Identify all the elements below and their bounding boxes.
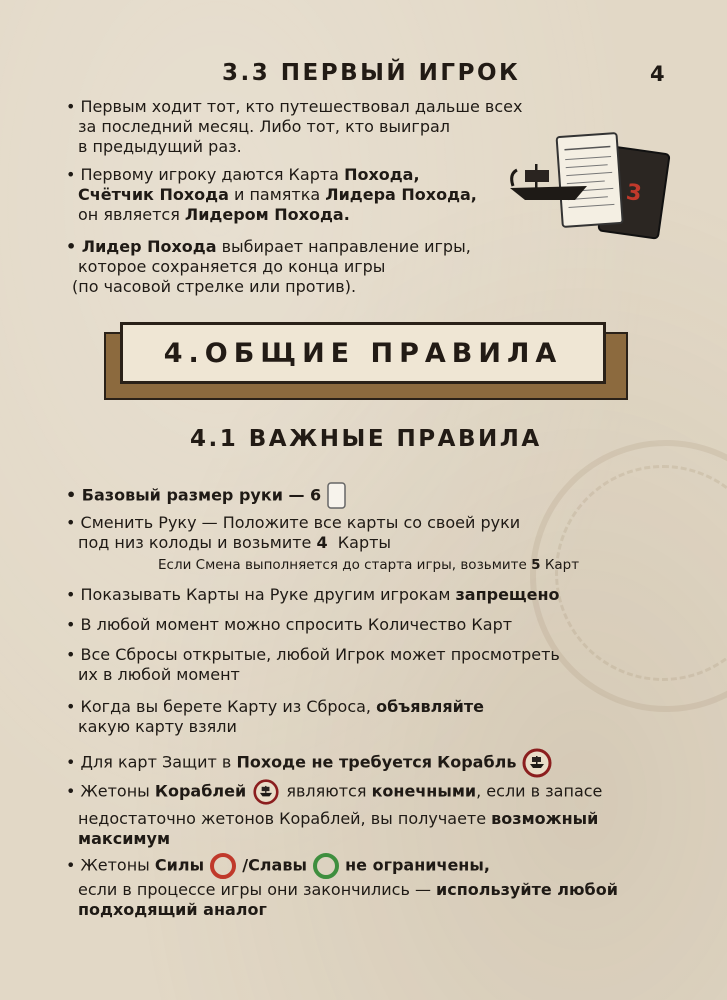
line: в предыдущий раз. — [78, 137, 242, 156]
line — [66, 205, 477, 225]
text: он является — [78, 205, 185, 224]
rule-announce-discard — [66, 697, 484, 737]
text: • Показывать Карты на Руке другим игрокам — [66, 585, 456, 604]
line — [66, 852, 618, 880]
line — [66, 185, 477, 205]
bold-text: 5 — [531, 557, 541, 573]
line — [66, 809, 602, 829]
card-icon — [326, 481, 348, 511]
text: , если в запасе — [476, 781, 603, 801]
line: • Все Сбросы открытые, любой Игрок может просмотреть — [66, 645, 560, 664]
line: какую карту взяли — [78, 717, 237, 736]
rule-hand-size — [66, 481, 348, 511]
text: • Для карт Защит в — [66, 752, 237, 772]
first-player-paragraph-3 — [66, 237, 471, 297]
line: их в любой момент — [78, 665, 240, 684]
line: за последний месяц. Либо тот, кто выиграл — [78, 117, 451, 136]
rule-ship-tokens — [66, 779, 602, 849]
rule-discards-open — [66, 645, 560, 685]
line — [66, 237, 471, 257]
text: выбирает направление игры, — [216, 237, 471, 256]
text: и памятка — [228, 185, 326, 204]
section-4-1-title: 4.1 ВАЖНЫЕ ПРАВИЛА — [190, 426, 542, 452]
text: • Жетоны — [66, 781, 155, 801]
glory-token-icon — [312, 852, 340, 880]
bold-text: • Базовый размер руки — 6 — [66, 485, 322, 505]
line — [66, 165, 477, 185]
svg-text:3: 3 — [624, 179, 644, 207]
line — [66, 697, 484, 717]
text: • Первому игроку даются Карта — [66, 165, 345, 184]
bold-text: /Славы — [242, 855, 307, 875]
bold-text: Кораблей — [154, 781, 247, 801]
line — [66, 829, 602, 849]
line: • Первым ходит тот, кто путешествовал дальше всех — [66, 97, 523, 116]
bold-text: Силы — [154, 855, 205, 875]
ship-token-icon — [251, 779, 281, 805]
rule-change-hand — [66, 513, 579, 575]
ship-token-icon — [522, 748, 552, 778]
ship-illustration-icon — [505, 130, 675, 240]
line: которое сохраняется до конца игры — [78, 257, 386, 276]
line: • Сменить Руку — Положите все карты со своей руки — [66, 513, 521, 532]
bold-text: максимум — [78, 829, 171, 848]
text: являются — [281, 781, 372, 801]
bold-text: используйте любой — [436, 880, 618, 899]
first-player-paragraph-1 — [66, 97, 522, 157]
bold-text: Лидера Похода, — [325, 185, 477, 204]
bold-text: Похода, — [344, 165, 420, 184]
bold-text: возможный — [491, 809, 599, 828]
bold-text: подходящий аналог — [78, 900, 267, 919]
page-number: 4 — [650, 62, 665, 86]
line — [66, 533, 579, 553]
text: Карт — [540, 557, 580, 573]
bold-text: • Лидер Похода — [66, 237, 217, 256]
line — [66, 880, 618, 900]
note-line — [66, 555, 579, 575]
bold-text: запрещено — [455, 585, 560, 604]
text: • Когда вы берете Карту из Сброса, — [66, 697, 377, 716]
text: Если Смена выполняется до старта игры, возьмите — [158, 557, 532, 573]
text: • Жетоны — [66, 855, 155, 875]
text: под низ колоды и возьмите — [78, 533, 317, 552]
line — [66, 900, 618, 920]
rule-ask-count: • В любой момент можно спросить Количество Карт — [66, 615, 513, 634]
line: (по часовой стрелке или против). — [72, 277, 357, 296]
rule-force-glory-tokens — [66, 852, 618, 920]
bold-text: конечными — [371, 781, 477, 801]
bold-text: объявляйте — [376, 697, 485, 716]
section-4-title: 4.ОБЩИЕ ПРАВИЛА — [163, 337, 563, 369]
bold-text: Лидером Похода. — [184, 205, 350, 224]
force-token-icon — [209, 852, 237, 880]
text: недостаточно жетонов Кораблей, вы получаете — [78, 809, 492, 828]
bold-text: 4 — [316, 533, 328, 552]
section-3-3-title: 3.3 ПЕРВЫЙ ИГРОК — [222, 60, 521, 86]
section-4-banner — [104, 322, 624, 396]
banner-plate — [120, 322, 606, 384]
bold-text: не ограничены, — [345, 855, 490, 875]
line — [66, 779, 602, 805]
bold-text: Счётчик Похода — [78, 185, 229, 204]
bold-text: Походе не требуется — [236, 752, 433, 772]
text: если в процессе игры они закончились — — [78, 880, 437, 899]
rule-defense-ship — [66, 748, 552, 778]
bold-text: Корабль — [437, 752, 517, 772]
text: Карты — [327, 533, 392, 552]
rule-show-cards — [66, 585, 560, 605]
first-player-paragraph-2 — [66, 165, 477, 225]
